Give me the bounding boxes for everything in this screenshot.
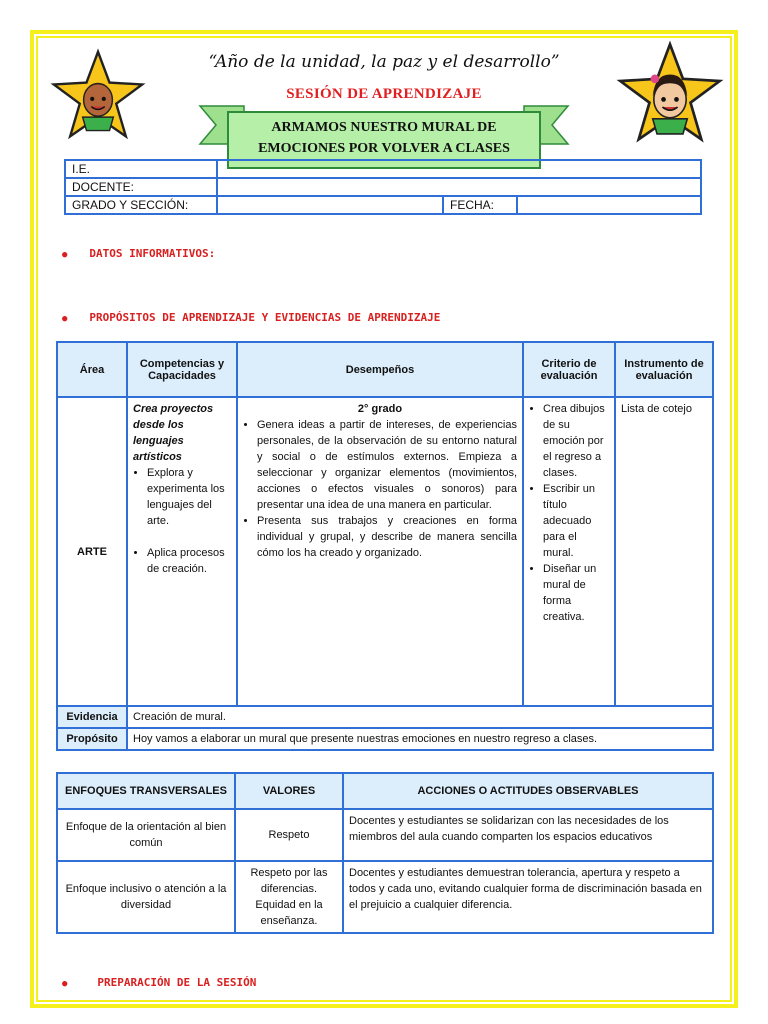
valor-cell: Respeto	[235, 809, 343, 861]
bullet-icon: ●	[62, 250, 68, 260]
motto: “Año de la unidad, la paz y el desarrollo”	[208, 52, 560, 72]
desempenos-list	[243, 417, 517, 561]
header-acciones: ACCIONES O ACTITUDES OBSERVABLES	[343, 773, 713, 809]
proposito-value: Hoy vamos a elaborar un mural que presente nuestras emociones en nuestro regreso a clases.	[127, 728, 713, 750]
list-item: • Genera ideas a partir de intereses, de experiencias personales, de la observación de su entorno natural y social o de estímulos externos. Empieza a seleccionar y organizar elementos (movimientos, acciones o efectos visuales o sonoros) para presentar una idea de una manera en particular.	[257, 417, 517, 513]
area-value: ARTE	[57, 397, 127, 706]
session-label: SESIÓN DE APRENDIZAJE	[286, 86, 482, 102]
capacidades-list	[133, 465, 231, 577]
section-datos-label: DATOS INFORMATIVOS:	[89, 247, 216, 260]
header-criterio: Criterio de evaluación	[523, 342, 615, 397]
section-preparacion	[62, 976, 256, 989]
session-title-line2: EMOCIONES POR VOLVER A CLASES	[258, 141, 510, 156]
criterio-cell	[523, 397, 615, 706]
purpose-table	[56, 341, 714, 751]
fecha-field[interactable]	[517, 196, 701, 214]
header-valores: VALORES	[235, 773, 343, 809]
table-row	[57, 861, 713, 933]
enfoques-table	[56, 772, 714, 934]
docente-field[interactable]	[217, 178, 701, 196]
header-enfoques: ENFOQUES TRANSVERSALES	[57, 773, 235, 809]
grado-heading: 2° grado	[357, 403, 403, 415]
list-item: • Aplica procesos de creación.	[147, 545, 231, 577]
table-row	[57, 809, 713, 861]
list-item: • Escribir un título adecuado para el mural.	[543, 481, 609, 561]
competencias-cell	[127, 397, 237, 706]
header-competencias: Competencias y Capacidades	[127, 342, 237, 397]
criterios-list	[529, 401, 609, 625]
section-propositos-label: PROPÓSITOS DE APRENDIZAJE Y EVIDENCIAS DE APRENDIZAJE	[89, 311, 441, 324]
fecha-label: FECHA:	[443, 196, 517, 214]
bullet-icon: ●	[62, 979, 68, 989]
evidencia-value: Creación de mural.	[127, 706, 713, 728]
header-desempenos: Desempeños	[237, 342, 523, 397]
docente-label: DOCENTE:	[65, 178, 217, 196]
valor-cell: Respeto por las diferencias. Equidad en la enseñanza.	[235, 861, 343, 933]
grado-label: GRADO Y SECCIÓN:	[65, 196, 217, 214]
accion-cell: Docentes y estudiantes se solidarizan con las necesidades de los miembros del aula cuando comparten los espacios educativos	[343, 809, 713, 861]
ie-field[interactable]	[217, 160, 701, 178]
section-datos	[62, 247, 215, 260]
session-title	[228, 117, 540, 159]
evidencia-label: Evidencia	[57, 706, 127, 728]
list-item: • Explora y experimenta los lenguajes del arte.	[147, 465, 231, 529]
list-item: • Crea dibujos de su emoción por el regreso a clases.	[543, 401, 609, 481]
desempenos-cell	[237, 397, 523, 706]
list-item: • Presenta sus trabajos y creaciones en forma individual y grupal, y describe de manera sencilla cómo los ha creado y organizado.	[257, 513, 517, 561]
enfoque-cell: Enfoque inclusivo o atención a la diversidad	[57, 861, 235, 933]
section-preparacion-label: PREPARACIÓN DE LA SESIÓN	[97, 976, 257, 989]
section-propositos	[62, 311, 440, 324]
session-title-line1: ARMAMOS NUESTRO MURAL DE	[271, 120, 497, 135]
bullet-icon: ●	[62, 314, 68, 324]
proposito-label: Propósito	[57, 728, 127, 750]
instrumento-value: Lista de cotejo	[615, 397, 713, 706]
info-table	[64, 159, 702, 215]
enfoque-cell: Enfoque de la orientación al bien común	[57, 809, 235, 861]
accion-cell: Docentes y estudiantes demuestran tolerancia, apertura y respeto a todos y cada uno, evitando cualquier forma de discriminación basada en el prejuicio a cualquier diferencia.	[343, 861, 713, 933]
header-instrumento: Instrumento de evaluación	[615, 342, 713, 397]
header-area: Área	[57, 342, 127, 397]
list-item: • Diseñar un mural de forma creativa.	[543, 561, 609, 625]
ie-label: I.E.	[65, 160, 217, 178]
grado-field[interactable]	[217, 196, 443, 214]
competencia-text: Crea proyectos desde los lenguajes artísticos	[133, 403, 214, 463]
